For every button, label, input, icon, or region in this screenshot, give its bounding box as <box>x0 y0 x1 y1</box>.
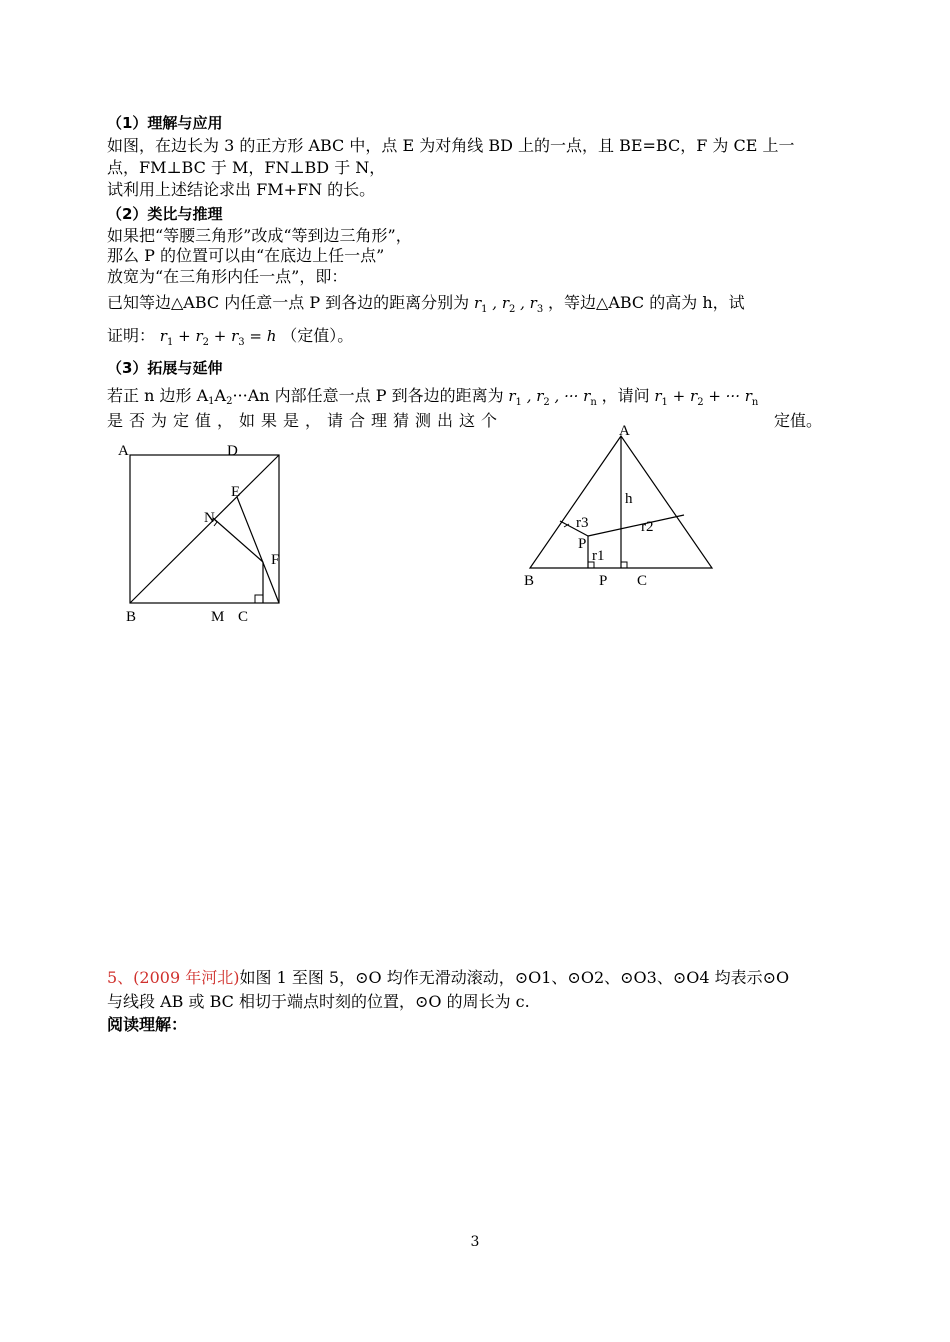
right-angle-M <box>255 595 263 603</box>
section3-line2-post: 定值。 <box>774 411 823 430</box>
square-figure <box>100 430 320 640</box>
label-C: C <box>637 573 648 589</box>
subscript-1: 1 <box>208 396 215 407</box>
triangle-figure <box>515 418 725 593</box>
label-P-base: P <box>599 573 608 589</box>
section2-line1: 如果把“等腰三角形”改成“等到边三角形”， <box>107 226 412 245</box>
section3-line2-pre: 是否为定值，如果是，请合理猜测出这个 <box>107 411 504 430</box>
label-N: N <box>204 510 215 526</box>
label-B: B <box>524 573 535 589</box>
right-angle-h <box>621 562 627 568</box>
label-P-inner: P <box>578 536 587 552</box>
problem5-line2: 与线段 AB 或 BC 相切于端点时刻的位置，⊙O 的周长为 c. <box>107 992 530 1011</box>
label-F: F <box>271 552 280 568</box>
label-D: D <box>227 443 238 459</box>
section3-line1-ask: ，请问 <box>601 386 650 405</box>
subscript-2: 2 <box>226 396 233 407</box>
section2-line4 <box>107 293 745 320</box>
page-number: 3 <box>470 1234 480 1250</box>
section2-line5 <box>107 326 353 353</box>
section1-line2: 点，FM⊥BC 于 M，FN⊥BD 于 N， <box>107 158 386 177</box>
section3-line1: 若正 n 边形 A1A2···An 内部任意一点 P 到各边的距离为 $r_1$ , $r_2$ , ··· $r_n$ ，请问 $r_1 + r_2$ + ··· $r_n$ <box>107 386 759 408</box>
segment-FN <box>213 518 263 562</box>
section1-line1: 如图，在边长为 3 的正方形 ABC 中，点 E 为对角线 BD 上的一点，且 BE=BC，F 为 CE 上一 <box>107 136 795 155</box>
label-E: E <box>231 484 241 500</box>
segment-r2 <box>588 515 684 536</box>
section3-line1-pre: 若正 n 边形 A <box>107 386 209 405</box>
problem5-number: 5、(2009 年河北) <box>107 968 240 987</box>
section2-line2: 那么 P 的位置可以由“在底边上任一点” <box>107 246 385 265</box>
section2-heading: （2）类比与推理 <box>107 205 223 223</box>
section3-line2 <box>107 411 503 431</box>
sum-formula: $r_1 + r_2 + r_3 = h$ <box>155 327 282 348</box>
rn-sum-formula: $r_1 + r_2$ + ··· $r_n$ <box>649 387 759 408</box>
label-r2: r2 <box>641 519 654 535</box>
label-M: M <box>211 609 225 625</box>
diagonal-BD <box>130 455 279 603</box>
r-list-formula: $r_1$ , $r_2$ , $r_3$ <box>469 294 544 315</box>
label-A: A <box>118 443 129 459</box>
problem5-line1 <box>107 968 789 988</box>
label-A: A <box>619 423 630 439</box>
label-B: B <box>126 609 137 625</box>
section2-line5-post: （定值）。 <box>281 326 354 345</box>
segment-CE <box>237 497 279 603</box>
label-h: h <box>625 491 633 507</box>
section2-line3: 放宽为“在三角形内任一点”，即： <box>107 267 348 286</box>
section2-line4-pre: 已知等边△ABC 内任意一点 P 到各边的距离分别为 <box>107 293 470 312</box>
section3-heading: （3）拓展与延伸 <box>107 359 223 377</box>
section2-line5-pre: 证明： <box>107 326 156 345</box>
problem5-reading: 阅读理解： <box>107 1015 188 1034</box>
rn-list-formula: $r_1$ , $r_2$ , ··· $r_n$ <box>503 387 597 408</box>
label-r1: r1 <box>592 548 605 564</box>
section1-heading: （1）理解与应用 <box>107 114 223 132</box>
section3-line1-mid: ···An 内部任意一点 P 到各边的距离为 <box>232 386 504 405</box>
label-r3: r3 <box>576 515 589 531</box>
problem5-line1-text: 如图 1 至图 5，⊙O 均作无滑动滚动，⊙O1、⊙O2、⊙O3、⊙O4 均表示⊙O <box>239 968 790 987</box>
label-C: C <box>238 609 249 625</box>
section1-line3: 试利用上述结论求出 FM+FN 的长。 <box>107 180 376 199</box>
section2-line4-post: ，等边△ABC 的高为 h，试 <box>548 293 745 312</box>
